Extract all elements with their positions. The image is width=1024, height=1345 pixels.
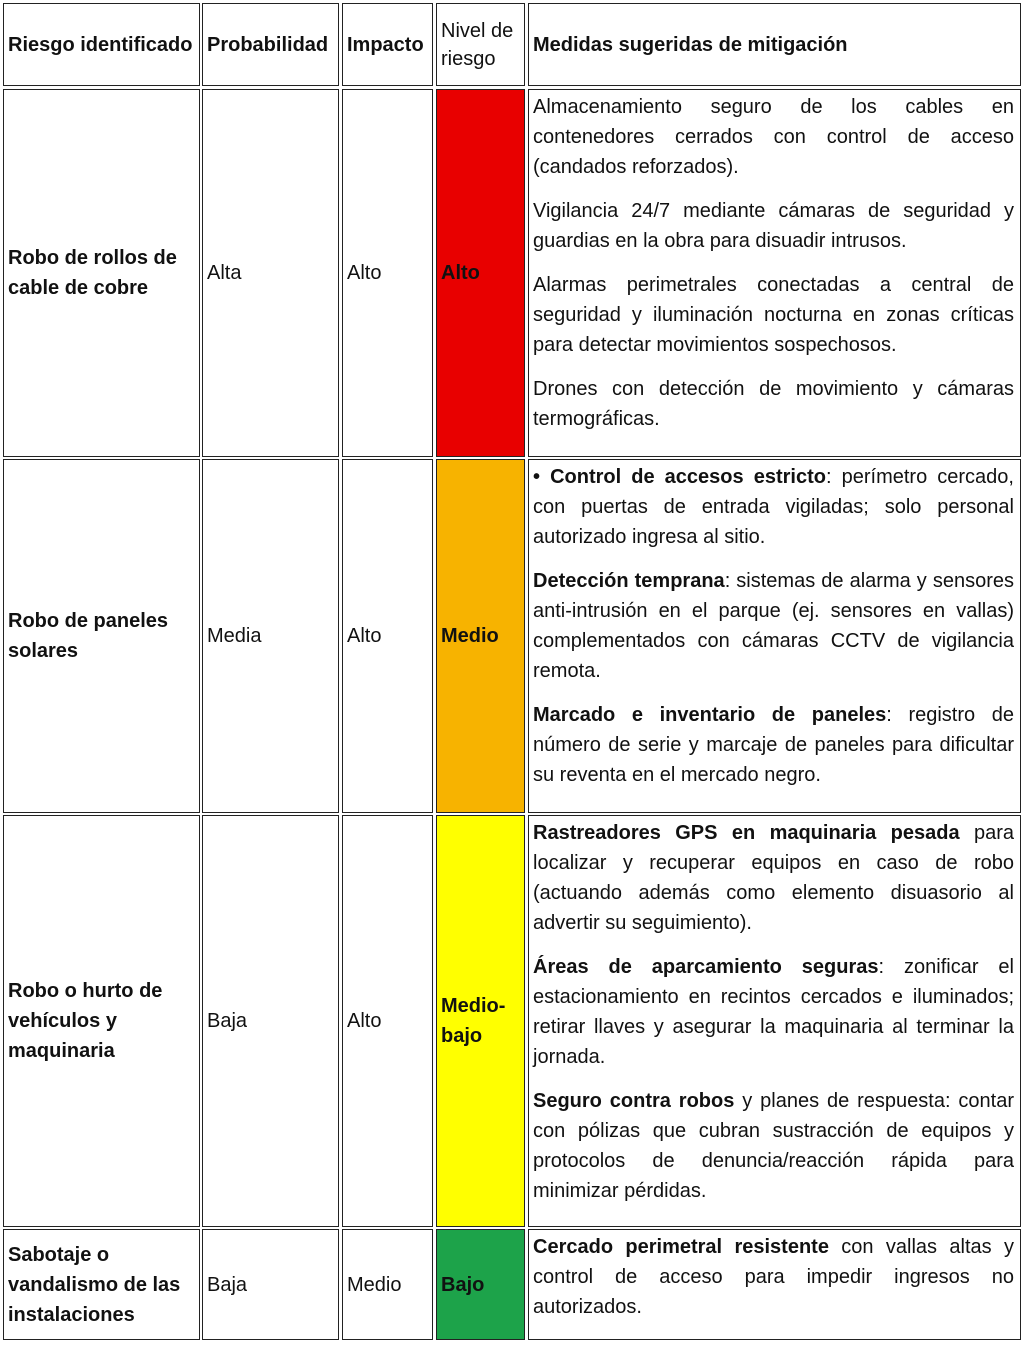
header-risk	[3, 3, 200, 86]
row-2-risk	[3, 459, 200, 813]
row-2-measures	[528, 459, 1021, 813]
row-3-probability-label: Baja	[207, 1010, 248, 1032]
header-impact-label: Impacto	[347, 33, 424, 56]
row-1-risk	[3, 89, 200, 457]
row-4-level-label: Bajo	[441, 1273, 485, 1296]
row-1-measure-1: Almacenamiento seguro de los cables en contenedores cerrados con control de acceso (candados reforzados).	[533, 96, 1014, 178]
header-measures-label: Medidas sugeridas de mitigación	[533, 33, 848, 56]
row-3-level-badge	[436, 815, 525, 1227]
row-4-risk-label: Sabotaje o vandalismo de las instalaciones	[8, 1243, 181, 1326]
row-1-measure-4: Drones con detección de movimiento y cámaras termográficas.	[533, 378, 1014, 430]
row-3-level-label: Medio-bajo	[441, 995, 506, 1047]
row-4-measures	[528, 1229, 1021, 1340]
row-4-impact-label: Medio	[347, 1273, 402, 1296]
row-3-probability	[202, 815, 339, 1227]
row-2-risk-label: Robo de paneles solares	[8, 610, 169, 662]
header-risk-label: Riesgo identificado	[8, 33, 193, 56]
header-probability-label: Probabilidad	[207, 33, 329, 56]
row-4-impact	[342, 1229, 433, 1340]
row-1-measure-3: Alarmas perimetrales conectadas a central de seguridad y iluminación nocturna en zonas críticas para detectar movimientos sospechosos.	[533, 274, 1014, 356]
row-2-probability	[202, 459, 339, 813]
row-1-measures	[528, 89, 1021, 457]
row-1-risk-label: Robo de rollos de cable de cobre	[8, 247, 177, 299]
row-3-impact-label: Alto	[347, 1010, 382, 1032]
row-2-measure-2: Detección temprana: sistemas de alarma y sensores anti-intrusión en el parque (ej. sensores en vallas) complementados con cámaras CCTV de vigilancia remota.	[533, 570, 1015, 682]
row-1-level-label: Alto	[441, 262, 480, 284]
row-1-level-badge	[436, 89, 525, 457]
header-level	[436, 3, 525, 86]
header-probability	[202, 3, 339, 86]
header-measures	[528, 3, 1021, 86]
row-2-impact-label: Alto	[347, 625, 382, 647]
row-1-probability-label: Alta	[207, 262, 242, 284]
row-2-probability-label: Media	[207, 625, 262, 647]
row-4-probability	[202, 1229, 339, 1340]
row-2-level-label: Medio	[441, 625, 499, 647]
row-1-impact	[342, 89, 433, 457]
row-2-level-badge	[436, 459, 525, 813]
header-impact	[342, 3, 433, 86]
row-1-measure-2: Vigilancia 24/7 mediante cámaras de seguridad y guardias en la obra para disuadir intrusos.	[533, 200, 1014, 252]
row-3-measure-1: Rastreadores GPS en maquinaria pesada para localizar y recuperar equipos en caso de robo (actuando además como elemento disuasorio al advertir su seguimiento).	[533, 822, 1014, 934]
row-3-risk-label: Robo o hurto de vehículos y maquinaria	[8, 980, 163, 1062]
row-1-impact-label: Alto	[347, 262, 382, 284]
row-4-level-badge	[436, 1229, 525, 1340]
row-4-risk	[3, 1229, 200, 1340]
header-level-label: Nivel de riesgo	[441, 19, 514, 70]
row-2-impact	[342, 459, 433, 813]
row-4-probability-label: Baja	[207, 1273, 248, 1296]
row-3-measure-3: Seguro contra robos y planes de respuesta: contar con pólizas que cubran sustracción de equipos y protocolos de denuncia/reacción rápida para minimizar pérdidas.	[533, 1090, 1014, 1202]
row-3-measure-2: Áreas de aparcamiento seguras: zonificar el estacionamiento en recintos cercados e iluminados; retirar llaves y asegurar la maquinaria al terminar la jornada.	[533, 956, 1014, 1068]
row-2-measure-1: • Control de accesos estricto: perímetro cercado, con puertas de entrada vigiladas; solo personal autorizado ingresa al sitio.	[533, 466, 1014, 548]
row-2-measure-3: Marcado e inventario de paneles: registro de número de serie y marcaje de paneles para dificultar su reventa en el mercado negro.	[533, 704, 1015, 786]
row-3-measures	[528, 815, 1021, 1227]
row-4-measure-1: Cercado perimetral resistente con vallas altas y control de acceso para impedir ingresos no autorizados.	[533, 1236, 1015, 1318]
row-3-impact	[342, 815, 433, 1227]
row-3-risk	[3, 815, 200, 1227]
row-1-probability	[202, 89, 339, 457]
